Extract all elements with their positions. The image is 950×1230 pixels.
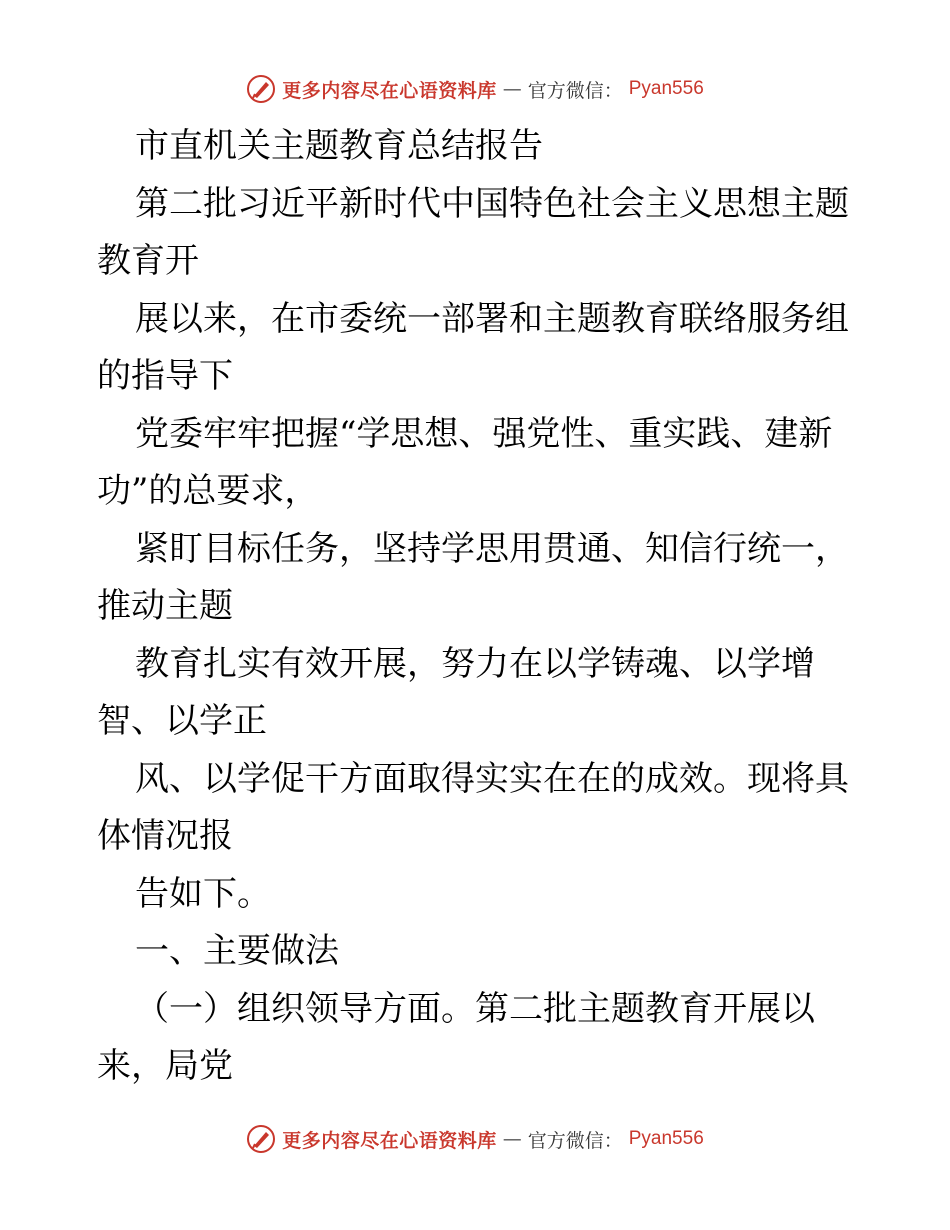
document-body bbox=[97, 118, 857, 1096]
quill-pen-logo-icon bbox=[246, 74, 276, 104]
text-line: 功”的总要求， bbox=[97, 471, 319, 511]
text-line: 告如下。 bbox=[135, 873, 271, 914]
text-line: 展以来，在市委统一部署和主题教育联络服务组 bbox=[135, 298, 849, 339]
banner-brand-text: 更多内容尽在心语资料库 bbox=[282, 79, 497, 102]
section-heading: 一、主要做法 bbox=[135, 931, 339, 971]
banner-wechat-id: Pyan556 bbox=[628, 1128, 704, 1149]
banner-wechat-label: 官方微信： bbox=[527, 1129, 623, 1152]
footer-banner bbox=[0, 1124, 950, 1154]
banner-wechat-id: Pyan556 bbox=[628, 78, 704, 99]
text-line: 第二批习近平新时代中国特色社会主义思想主题 bbox=[135, 183, 849, 224]
text-line: （一）组织领导方面。第二批主题教育开展以 bbox=[135, 988, 815, 1029]
text-line: 教育开 bbox=[97, 241, 199, 281]
header-banner bbox=[0, 74, 950, 104]
text-line: 体情况报 bbox=[97, 816, 233, 856]
text-line: 智、以学正 bbox=[97, 701, 267, 741]
text-line: 推动主题 bbox=[97, 586, 233, 626]
text-line: 紧盯目标任务，坚持学思用贯通、知信行统一， bbox=[135, 528, 849, 569]
text-line: 的指导下 bbox=[97, 356, 233, 396]
banner-wechat-label: 官方微信： bbox=[527, 79, 623, 102]
quill-pen-logo-icon bbox=[246, 1124, 276, 1154]
text-line: 教育扎实有效开展，努力在以学铸魂、以学增 bbox=[135, 643, 815, 684]
text-line: 党委牢牢把握“学思想、强党性、重实践、建新 bbox=[135, 413, 833, 454]
banner-separator: — bbox=[502, 1128, 522, 1150]
banner-brand-text: 更多内容尽在心语资料库 bbox=[282, 1129, 497, 1152]
text-line: 来，局党 bbox=[97, 1046, 233, 1086]
document-title: 市直机关主题教育总结报告 bbox=[135, 126, 543, 166]
text-line: 风、以学促干方面取得实实在在的成效。现将具 bbox=[135, 758, 849, 799]
banner-separator: — bbox=[502, 78, 522, 100]
document-text bbox=[97, 118, 857, 1096]
